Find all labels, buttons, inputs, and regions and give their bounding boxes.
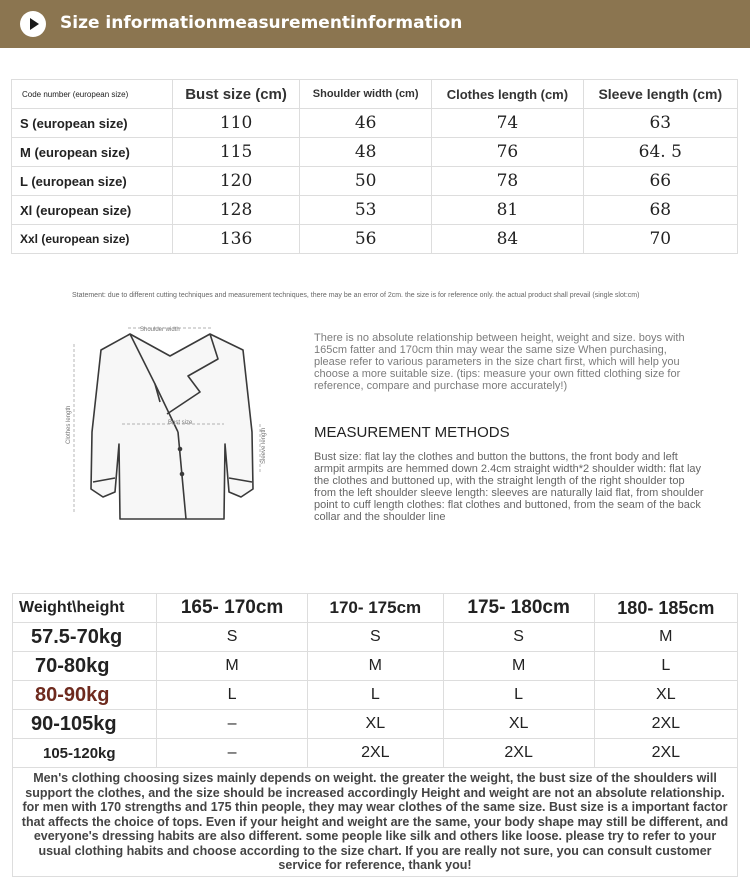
cell-value: 78 [432, 167, 583, 196]
cell-value: 76 [432, 138, 583, 167]
cell-value: 110 [173, 109, 300, 138]
cell-value: 56 [300, 225, 432, 254]
weight-label: 57.5-70kg [13, 623, 157, 652]
weight-label: 105-120kg [13, 739, 157, 768]
size-advice-text: There is no absolute relationship between height, weight and size. boys with 165cm fatter and 170cm thin may wear the same size When purchasing, please refer to various parameters in the size chart first, which will help you choose a more suitable size. (tips: measure your own fitted clothing size for reference, compare and purchase more accurately!) [314, 332, 685, 392]
cell-value: 48 [300, 138, 432, 167]
table-row [12, 109, 738, 138]
weight-height-table [12, 593, 738, 877]
table-row [12, 225, 738, 254]
height-header: 170- 175cm [308, 594, 443, 623]
size-table [11, 79, 738, 254]
size-cell: 2XL [594, 710, 737, 739]
cell-value: 81 [432, 196, 583, 225]
size-cell: L [594, 652, 737, 681]
jacket-diagram [60, 314, 280, 529]
row-label: Xxl (european size) [12, 225, 173, 254]
section-banner [0, 0, 750, 48]
height-header: 165- 170cm [157, 594, 308, 623]
row-label: M (european size) [12, 138, 173, 167]
methods-title: MEASUREMENT METHODS [314, 424, 510, 441]
cell-value: 63 [583, 109, 737, 138]
cell-value: 84 [432, 225, 583, 254]
size-cell: – [157, 710, 308, 739]
size-cell: S [157, 623, 308, 652]
jacket-illustration [91, 334, 253, 519]
weight-table-corner: Weight\height [13, 594, 157, 623]
header-clothes-length: Clothes length (cm) [432, 80, 583, 109]
cell-value: 115 [173, 138, 300, 167]
cell-value: 46 [300, 109, 432, 138]
table-row [13, 739, 738, 768]
weight-label: 90-105kg [13, 710, 157, 739]
cell-value: 53 [300, 196, 432, 225]
table-row [12, 167, 738, 196]
header-sleeve: Sleeve length (cm) [583, 80, 737, 109]
size-cell: S [443, 623, 594, 652]
sizing-advice-footer: Men's clothing choosing sizes mainly depends on weight. the greater the weight, the bust size of the shoulders will support the clothes, and the size should be increased accordingly Height and weight are not an absolute relationship. for men with 170 strengths and 175 thin people, they may wear clothes of the same size. Bust size is a important factor that affects the choice of tops. Even if your height and weight are the same, your body shape may still be different, and everyone's dressing habits are also different. some people like silk and others like loose. please try to refer to your usual clothing habits and choose according to the size chart. If you are really not sure, you can consult customer service for reference, thank you! [13, 768, 738, 877]
row-label: S (european size) [12, 109, 173, 138]
cell-value: 64. 5 [583, 138, 737, 167]
size-cell: L [308, 681, 443, 710]
table-row [13, 652, 738, 681]
cell-value: 74 [432, 109, 583, 138]
bust-size-label: Bust size [168, 420, 193, 426]
weight-table-header [13, 594, 738, 623]
header-shoulder: Shoulder width (cm) [300, 80, 432, 109]
weight-label: 80-90kg [13, 681, 157, 710]
statement-note: Statement: due to different cutting techniques and measurement techniques, there may be an error of 2cm. the size is for reference only. the actual product shall prevail (single slot:cm) [72, 292, 640, 299]
row-label: L (european size) [12, 167, 173, 196]
size-cell: M [443, 652, 594, 681]
table-row [12, 196, 738, 225]
table-row [13, 681, 738, 710]
size-cell: – [157, 739, 308, 768]
cell-value: 70 [583, 225, 737, 254]
header-bust: Bust size (cm) [173, 80, 300, 109]
size-cell: XL [308, 710, 443, 739]
size-cell: 2XL [308, 739, 443, 768]
size-cell: L [443, 681, 594, 710]
size-cell: M [157, 652, 308, 681]
cell-value: 50 [300, 167, 432, 196]
cell-value: 136 [173, 225, 300, 254]
weight-table-footer-row [13, 768, 738, 877]
sleeve-length-label: Sleeve length [261, 427, 267, 464]
cell-value: 68 [583, 196, 737, 225]
height-header: 175- 180cm [443, 594, 594, 623]
size-cell: S [308, 623, 443, 652]
clothes-length-label: Clothes length [66, 405, 72, 444]
size-cell: L [157, 681, 308, 710]
banner-title: Size informationmeasurementinformation [60, 13, 463, 33]
cell-value: 120 [173, 167, 300, 196]
shoulder-width-label: Shoulder width [140, 327, 180, 333]
size-table-corner: Code number (european size) [12, 80, 173, 109]
row-label: Xl (european size) [12, 196, 173, 225]
height-header: 180- 185cm [594, 594, 737, 623]
methods-text: Bust size: flat lay the clothes and button the buttons, the front body and left armpit armpits are hemmed down 2.4cm straight width*2 shoulder width: flat lay the clothes and buttoned up, with the straight length of the right shoulder top from the left shoulder sleeve length: sleeves are naturally laid flat, from shoulder point to cuff length clothes: flat clothes and buttoned, from the seam of the back collar and the shoulder line [314, 451, 704, 523]
cell-value: 128 [173, 196, 300, 225]
size-cell: XL [594, 681, 737, 710]
size-cell: M [594, 623, 737, 652]
size-cell: 2XL [594, 739, 737, 768]
size-cell: XL [443, 710, 594, 739]
table-row [12, 138, 738, 167]
cell-value: 66 [583, 167, 737, 196]
size-cell: M [308, 652, 443, 681]
size-table-header [12, 80, 738, 109]
size-cell: 2XL [443, 739, 594, 768]
play-icon [20, 11, 46, 37]
weight-label: 70-80kg [13, 652, 157, 681]
table-row [13, 710, 738, 739]
table-row [13, 623, 738, 652]
